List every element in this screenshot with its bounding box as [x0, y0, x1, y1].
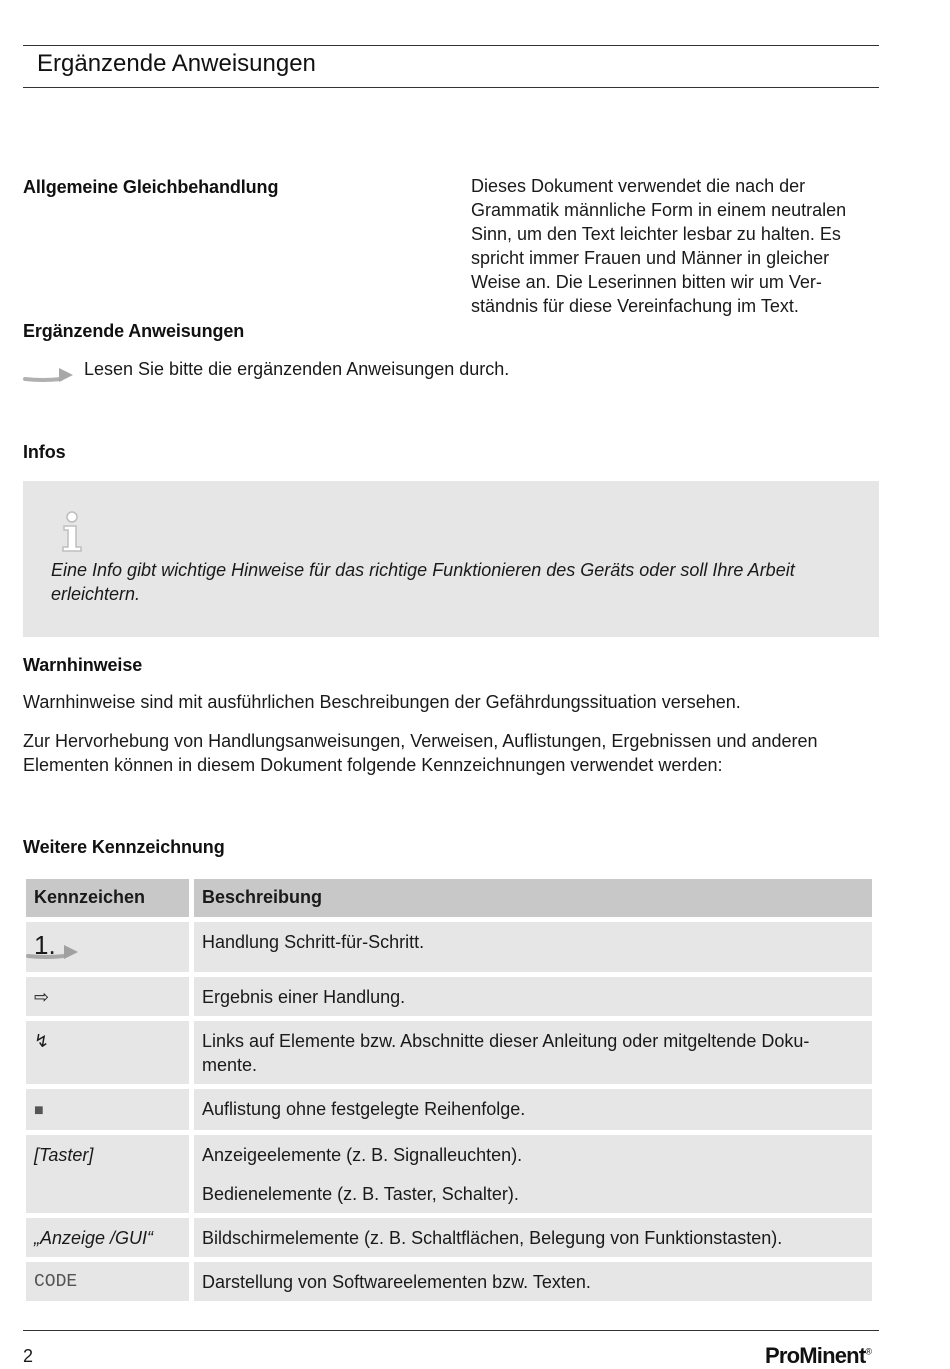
- description-line-1: Anzeigeelemente (z. B. Signalleuchten).: [202, 1145, 523, 1165]
- step-arrow-icon: [26, 940, 78, 962]
- table-row: [26, 977, 872, 1016]
- brand-registered-mark: ®: [865, 1346, 872, 1357]
- marks-heading: Weitere Kennzeichnung: [23, 837, 225, 857]
- table-row: [26, 1262, 872, 1301]
- description-line-2: Bedienelemente (z. B. Taster, Schalter).: [202, 1184, 519, 1204]
- header-rule-bottom: [23, 87, 879, 88]
- description-cell: Darstellung von Softwareelementen bzw. Texten.: [194, 1262, 872, 1301]
- square-bullet-icon: ■: [34, 1102, 44, 1119]
- info-text: Eine Info gibt wichtige Hinweise für das richtige Funktionieren des Geräts oder soll Ihre Arbeit erleichtern.: [51, 560, 795, 604]
- mark-cell-gui: „Anzeige /GUI“: [26, 1218, 189, 1257]
- column-header-mark: Kennzeichen: [26, 879, 189, 917]
- info-icon: [58, 511, 86, 558]
- instruction-arrow-icon: [23, 364, 75, 391]
- brand-name: ProMinent: [765, 1343, 866, 1368]
- table-row: [26, 1021, 872, 1084]
- mark-cell-list: [26, 1089, 189, 1130]
- mark-cell-taster: [Taster]: [26, 1135, 189, 1213]
- table-header-row: [26, 879, 872, 917]
- supplementary-instruction: Lesen Sie bitte die ergänzenden Anweisungen durch.: [84, 359, 510, 379]
- description-cell: Auflistung ohne festgelegte Reihenfolge.: [194, 1089, 872, 1130]
- description-cell: [194, 1135, 872, 1213]
- description-cell: Bildschirmelemente (z. B. Schaltflächen, Belegung von Funktionstasten).: [194, 1218, 872, 1257]
- column-header-description: Beschreibung: [194, 879, 872, 917]
- marks-table: [21, 874, 877, 1306]
- table-row: [26, 1218, 872, 1257]
- table-row: [26, 1089, 872, 1130]
- infos-heading: Infos: [23, 442, 66, 462]
- page-title: Ergänzende Anweisungen: [37, 50, 316, 77]
- warnings-text-2: Zur Hervorhebung von Handlungsanweisungen, Verweisen, Auflistungen, Ergebnissen und anderen Elementen können in diesem Dokument folgende Kennzeichnungen verwendet werden:: [23, 731, 818, 775]
- brand-logo: [765, 1343, 872, 1369]
- link-icon: ↯: [34, 1031, 50, 1051]
- supplementary-heading: Ergänzende Anweisungen: [23, 321, 245, 341]
- mark-cell-result: [26, 977, 189, 1016]
- footer-rule: [23, 1330, 879, 1331]
- mark-cell-link: [26, 1021, 189, 1084]
- result-arrow-icon: ⇨: [34, 987, 50, 1007]
- warnings-text-1: Warnhinweise sind mit ausführlichen Beschreibungen der Gefährdungssituation versehen.: [23, 692, 741, 712]
- header-rule-top: [23, 45, 879, 46]
- description-cell: Ergebnis einer Handlung.: [194, 977, 872, 1016]
- step-number: 1.: [34, 930, 56, 960]
- mark-cell-step: [26, 922, 189, 972]
- warnings-heading: Warnhinweise: [23, 655, 143, 675]
- table-row: [26, 1135, 872, 1213]
- description-cell: Handlung Schritt-für-Schritt.: [194, 922, 872, 972]
- page-number: 2: [23, 1346, 34, 1366]
- general-heading: Allgemeine Gleichbehandlung: [23, 177, 279, 197]
- general-text: Dieses Dokument verwendet die nach der Grammatik männliche Form in einem neutralen Sinn, um den Text leichter lesbar zu halten. Es spricht immer Frauen und Männer in gleicher Weise an. Die Leserinnen bitten wir um Ver-ständnis für diese Vereinfachung im Text.: [471, 176, 847, 316]
- table-row: [26, 922, 872, 972]
- mark-cell-code: CODE: [26, 1262, 189, 1301]
- description-cell: Links auf Elemente bzw. Abschnitte dieser Anleitung oder mitgeltende Doku-mente.: [194, 1021, 872, 1084]
